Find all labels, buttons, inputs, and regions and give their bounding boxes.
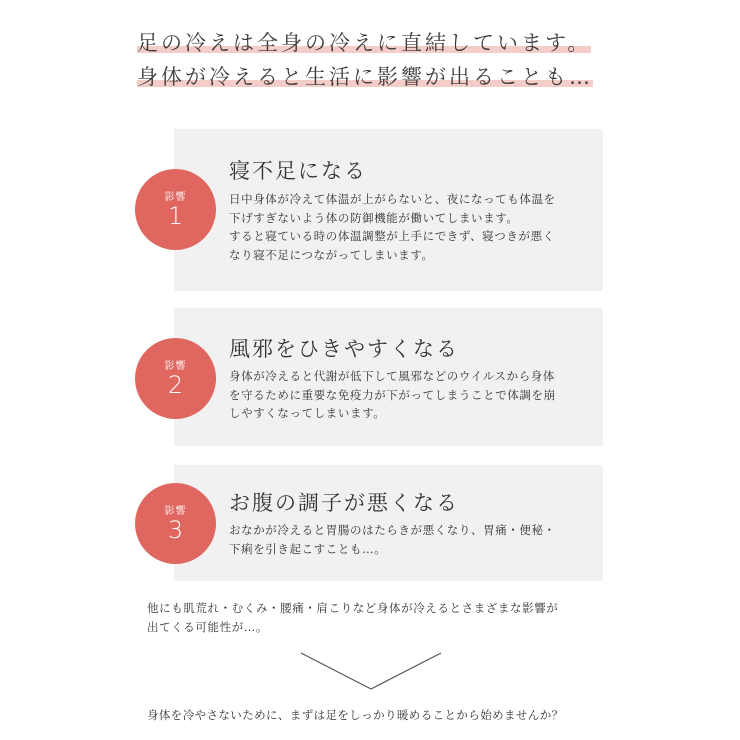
- effect-title-2: 風邪をひきやすくなる: [229, 337, 459, 361]
- effect-badge-1: [135, 169, 216, 250]
- effect-badge-label: 影響: [164, 192, 187, 203]
- effect-description-2: [229, 367, 589, 423]
- chevron-down-icon: [300, 652, 442, 692]
- headline-line-1: [137, 28, 591, 58]
- effect-badge-number: 2: [167, 371, 184, 399]
- effect-description-line: 下痢を引き起こすことも…。: [229, 541, 387, 556]
- headline-line-2-text: 身体が冷えると生活に影響が出ることも…: [137, 65, 593, 89]
- effect-description-line: 身体が冷えると代謝が低下して風邪などのウイルスから身体: [229, 369, 556, 383]
- effect-badge-label: 影響: [164, 506, 187, 517]
- footnote-line: 他にも肌荒れ・むくみ・腰痛・肩こりなど身体が冷えるとさまざまな影響が: [147, 601, 559, 615]
- effect-badge-2: [135, 338, 216, 419]
- effect-description-line: 日中身体が冷えて体温が上がらないと、夜になっても体温を: [229, 192, 556, 206]
- effect-description-1: [229, 190, 589, 264]
- footnote-line: 出てくる可能性が…。: [147, 620, 268, 634]
- closing-message: 身体を冷やさないために、まずは足をしっかり暖めることから始めませんか？: [147, 708, 564, 722]
- effect-description-line: おなかが冷えると胃腸のはたらきが悪くなり、胃痛・便秘・: [229, 523, 556, 537]
- effect-badge-3: [135, 483, 216, 564]
- headline-line-2: [137, 62, 593, 92]
- effect-badge-number: 1: [167, 202, 184, 230]
- effect-description-line: なり寝不足につながってしまいます。: [229, 247, 434, 262]
- effect-description-line: を守るために重要な免疫力が下がってしまうことで体調を崩: [229, 387, 556, 402]
- effect-title-3: お腹の調子が悪くなる: [229, 491, 459, 515]
- effect-title-1: 寝不足になる: [229, 159, 367, 183]
- effect-badge-label: 影響: [164, 361, 187, 372]
- headline-line-1-text: 足の冷えは全身の冷えに直結しています。: [137, 31, 592, 55]
- effect-description-line: すると寝ている時の体温調整が上手にできず、寝つきが悪く: [229, 229, 555, 243]
- footnote-text: [147, 599, 558, 637]
- effect-description-line: 下げすぎないよう体の防御機能が働いてしまいます。: [229, 210, 519, 225]
- effect-badge-number: 3: [167, 516, 184, 544]
- effect-description-line: しやすくなってしまいます。: [229, 406, 386, 420]
- effect-description-3: [229, 521, 589, 558]
